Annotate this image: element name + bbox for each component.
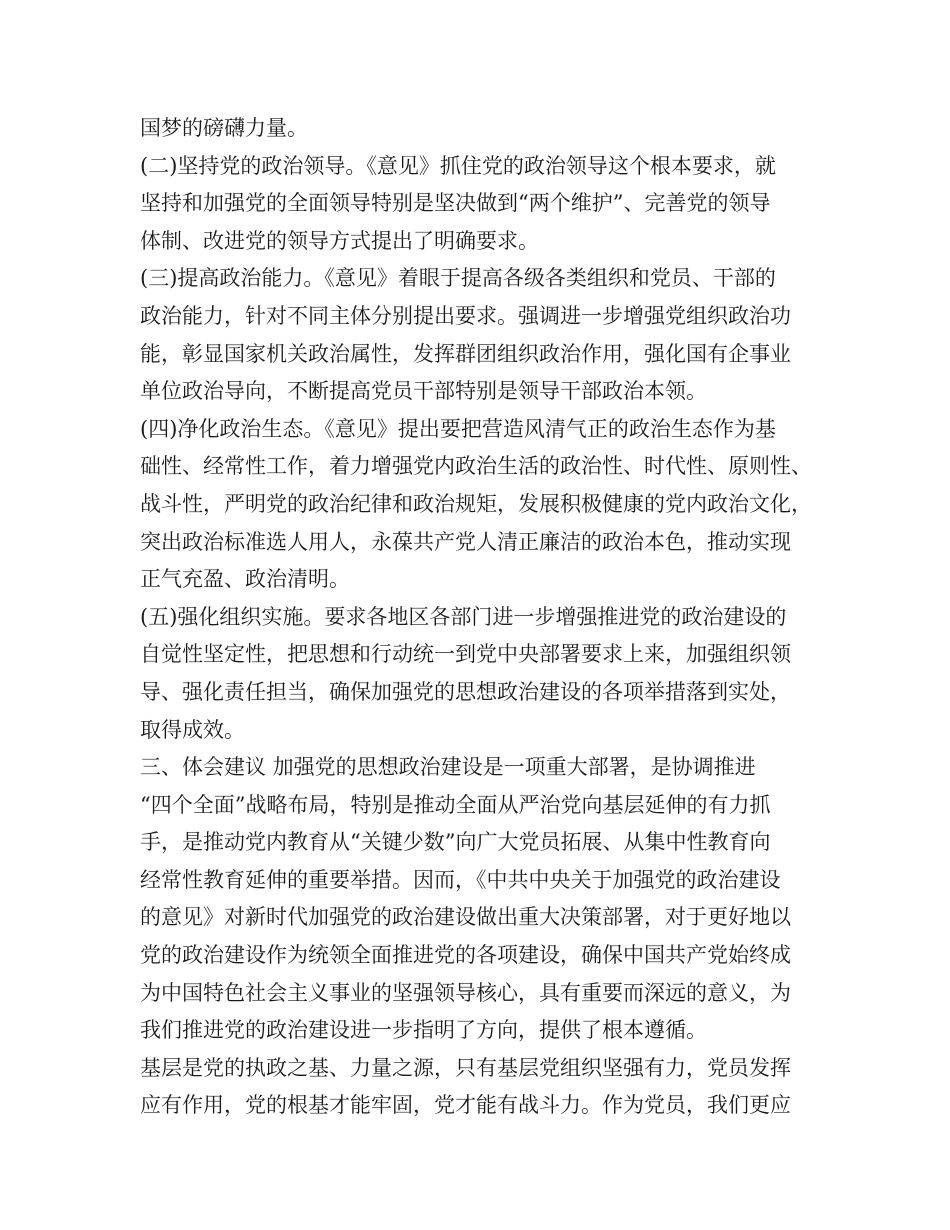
text-line: 基层是党的执政之基、力量之源，只有基层党组织坚强有力，党员发挥 (140, 1055, 791, 1080)
text-line: 应有作用，党的根基才能牢固，党才能有战斗力。作为党员，我们更应 (140, 1093, 791, 1118)
text-line: 正气充盈、政治清明。 (140, 567, 350, 592)
text-line: 为中国特色社会主义事业的坚强领导核心，具有重要而深远的意义，为 (140, 980, 791, 1005)
text-line: 经常性教育延伸的重要举措。因而，《中共中央关于加强党的政治建设 (140, 867, 781, 892)
text-line: 我们推进党的政治建设进一步指明了方向，提供了根本遵循。 (140, 1018, 707, 1043)
text-line: 的意见》对新时代加强党的政治建设做出重大决策部署，对于更好地以 (140, 905, 791, 930)
text-line: (三)提高政治能力。《意见》着眼于提高各级各类组织和党员、干部的 (140, 266, 776, 291)
document-body (140, 110, 830, 1125)
text-line: 单位政治导向，不断提高党员干部特别是领导干部政治本领。 (140, 379, 707, 404)
text-line: (四)净化政治生态。《意见》提出要把营造风清气正的政治生态作为基 (140, 416, 776, 441)
text-line: 三、体会建议 加强党的思想政治建设是一项重大部署，是协调推进 (140, 755, 756, 780)
text-line: 础性、经常性工作，着力增强党内政治生活的政治性、时代性、原则性、 (140, 454, 812, 479)
text-line: 自觉性坚定性，把思想和行动统一到党中央部署要求上来，加强组织领 (140, 642, 791, 667)
text-line: 导、强化责任担当，确保加强党的思想政治建设的各项举措落到实处， (140, 679, 791, 704)
text-line: 突出政治标准选人用人，永葆共产党人清正廉洁的政治本色，推动实现 (140, 529, 791, 554)
text-line: 体制、改进党的领导方式提出了明确要求。 (140, 228, 539, 253)
text-line: 国梦的磅礴力量。 (140, 116, 308, 140)
text-line: 政治能力，针对不同主体分别提出要求。强调进一步增强党组织政治功 (140, 303, 791, 328)
text-line: (二)坚持党的政治领导。《意见》抓住党的政治领导这个根本要求，就 (140, 153, 776, 178)
text-line: 党的政治建设作为统领全面推进党的各项建设，确保中国共产党始终成 (140, 943, 791, 968)
text-line: 手，是推动党内教育从“关键少数”向广大党员拓展、从集中性教育向 (140, 830, 771, 855)
text-line: 取得成效。 (140, 717, 245, 742)
text-line: “四个全面”战略布局，特别是推动全面从严治党向基层延伸的有力抓 (140, 792, 771, 817)
text-line: 战斗性，严明党的政治纪律和政治规矩，发展积极健康的党内政治文化， (140, 491, 812, 516)
text-line: (五)强化组织实施。要求各地区各部门进一步增强推进党的政治建设的 (140, 604, 787, 629)
text-line: 坚持和加强党的全面领导特别是坚决做到“两个维护”、完善党的领导 (140, 191, 771, 216)
text-line: 能，彰显国家机关政治属性，发挥群团组织政治作用，强化国有企事业 (140, 341, 791, 366)
